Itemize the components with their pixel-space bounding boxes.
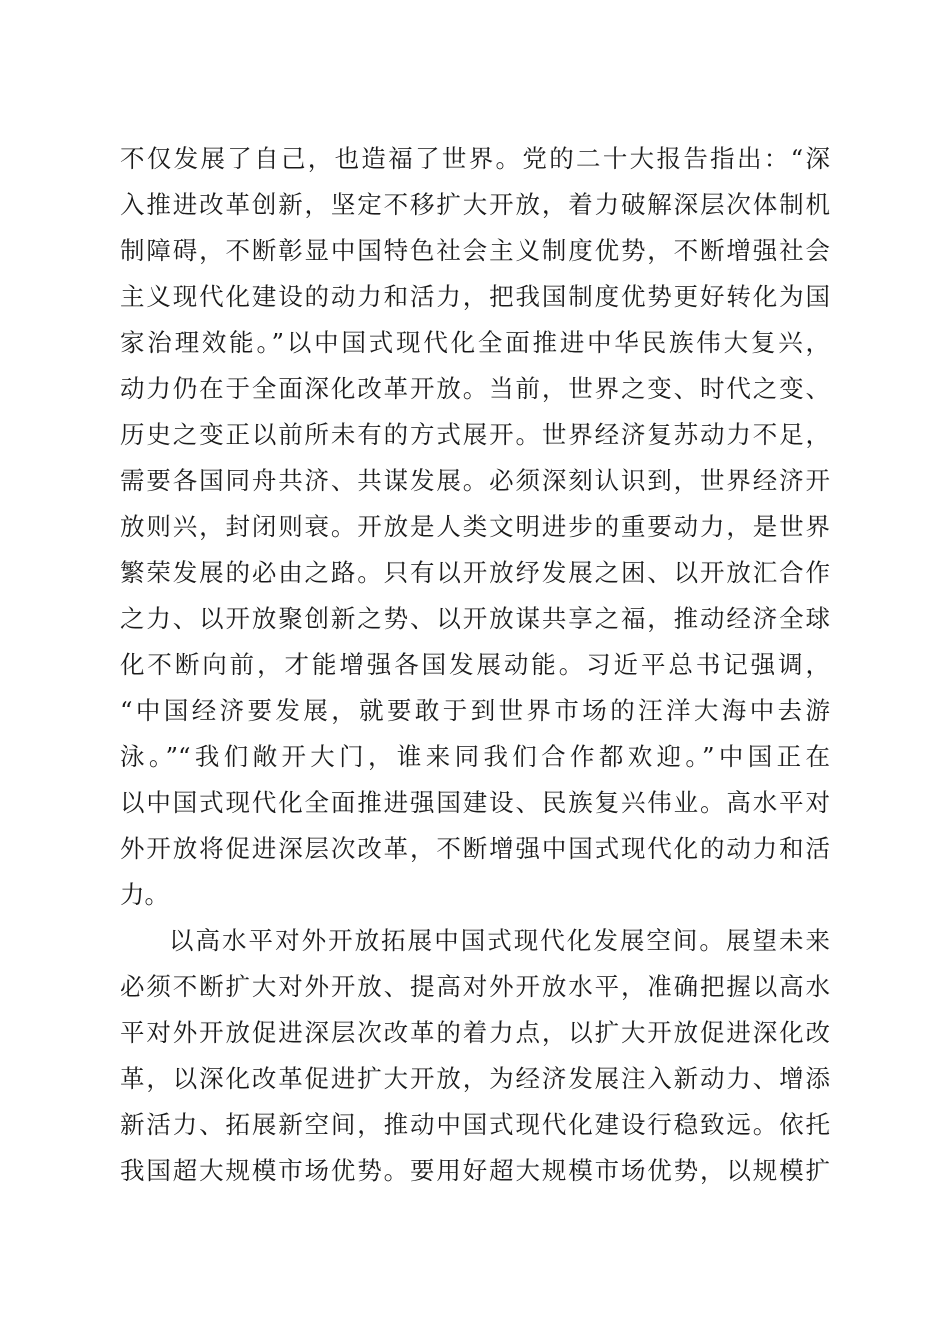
- paragraph-2-line: 革，以深化改革促进扩大开放，为经济发展注入新动力、增添: [120, 1064, 830, 1093]
- paragraph-1-line: 之力、以开放聚创新之势、以开放谋共享之福，推动经济全球: [120, 604, 830, 633]
- paragraph-1-line: 放则兴，封闭则衰。开放是人类文明进步的重要动力，是世界: [120, 512, 830, 541]
- paragraph-1-line: 不仅发展了自己，也造福了世界。党的二十大报告指出：“深: [120, 144, 830, 173]
- paragraph-2-line: 必须不断扩大对外开放、提高对外开放水平，准确把握以高水: [120, 972, 830, 1001]
- paragraph-1-line: 制障碍，不断彰显中国特色社会主义制度优势，不断增强社会: [120, 236, 830, 265]
- paragraph-1-line: 动力仍在于全面深化改革开放。当前，世界之变、时代之变、: [120, 374, 830, 403]
- paragraph-1-line: 化不断向前，才能增强各国发展动能。习近平总书记强调，: [120, 650, 830, 679]
- paragraph-2-line: 我国超大规模市场优势。要用好超大规模市场优势，以规模扩: [120, 1156, 830, 1185]
- paragraph-2-line: 平对外开放促进深层次改革的着力点，以扩大开放促进深化改: [120, 1018, 830, 1047]
- paragraph-1-line: 力。: [120, 880, 169, 909]
- paragraph-2-line: 新活力、拓展新空间，推动中国式现代化建设行稳致远。依托: [120, 1110, 830, 1139]
- paragraph-1-line: 历史之变正以前所未有的方式展开。世界经济复苏动力不足，: [120, 420, 830, 449]
- paragraph-1-line: 外开放将促进深层次改革，不断增强中国式现代化的动力和活: [120, 834, 830, 863]
- paragraph-1-line: 家治理效能。”以中国式现代化全面推进中华民族伟大复兴，: [120, 328, 830, 357]
- paragraph-1-line: 需要各国同舟共济、共谋发展。必须深刻认识到，世界经济开: [120, 466, 830, 495]
- paragraph-1-line: “中国经济要发展，就要敢于到世界市场的汪洋大海中去游: [120, 696, 830, 725]
- paragraph-1-line: 主义现代化建设的动力和活力，把我国制度优势更好转化为国: [120, 282, 830, 311]
- paragraph-1-line: 以中国式现代化全面推进强国建设、民族复兴伟业。高水平对: [120, 788, 830, 817]
- paragraph-1-line: 入推进改革创新，坚定不移扩大开放，着力破解深层次体制机: [120, 190, 830, 219]
- paragraph-2-line: 以高水平对外开放拓展中国式现代化发展空间。展望未来: [169, 926, 830, 955]
- paragraph-1-line: 繁荣发展的必由之路。只有以开放纾发展之困、以开放汇合作: [120, 558, 830, 587]
- paragraph-1-line: 泳。”“我们敞开大门，谁来同我们合作都欢迎。”中国正在: [120, 742, 830, 771]
